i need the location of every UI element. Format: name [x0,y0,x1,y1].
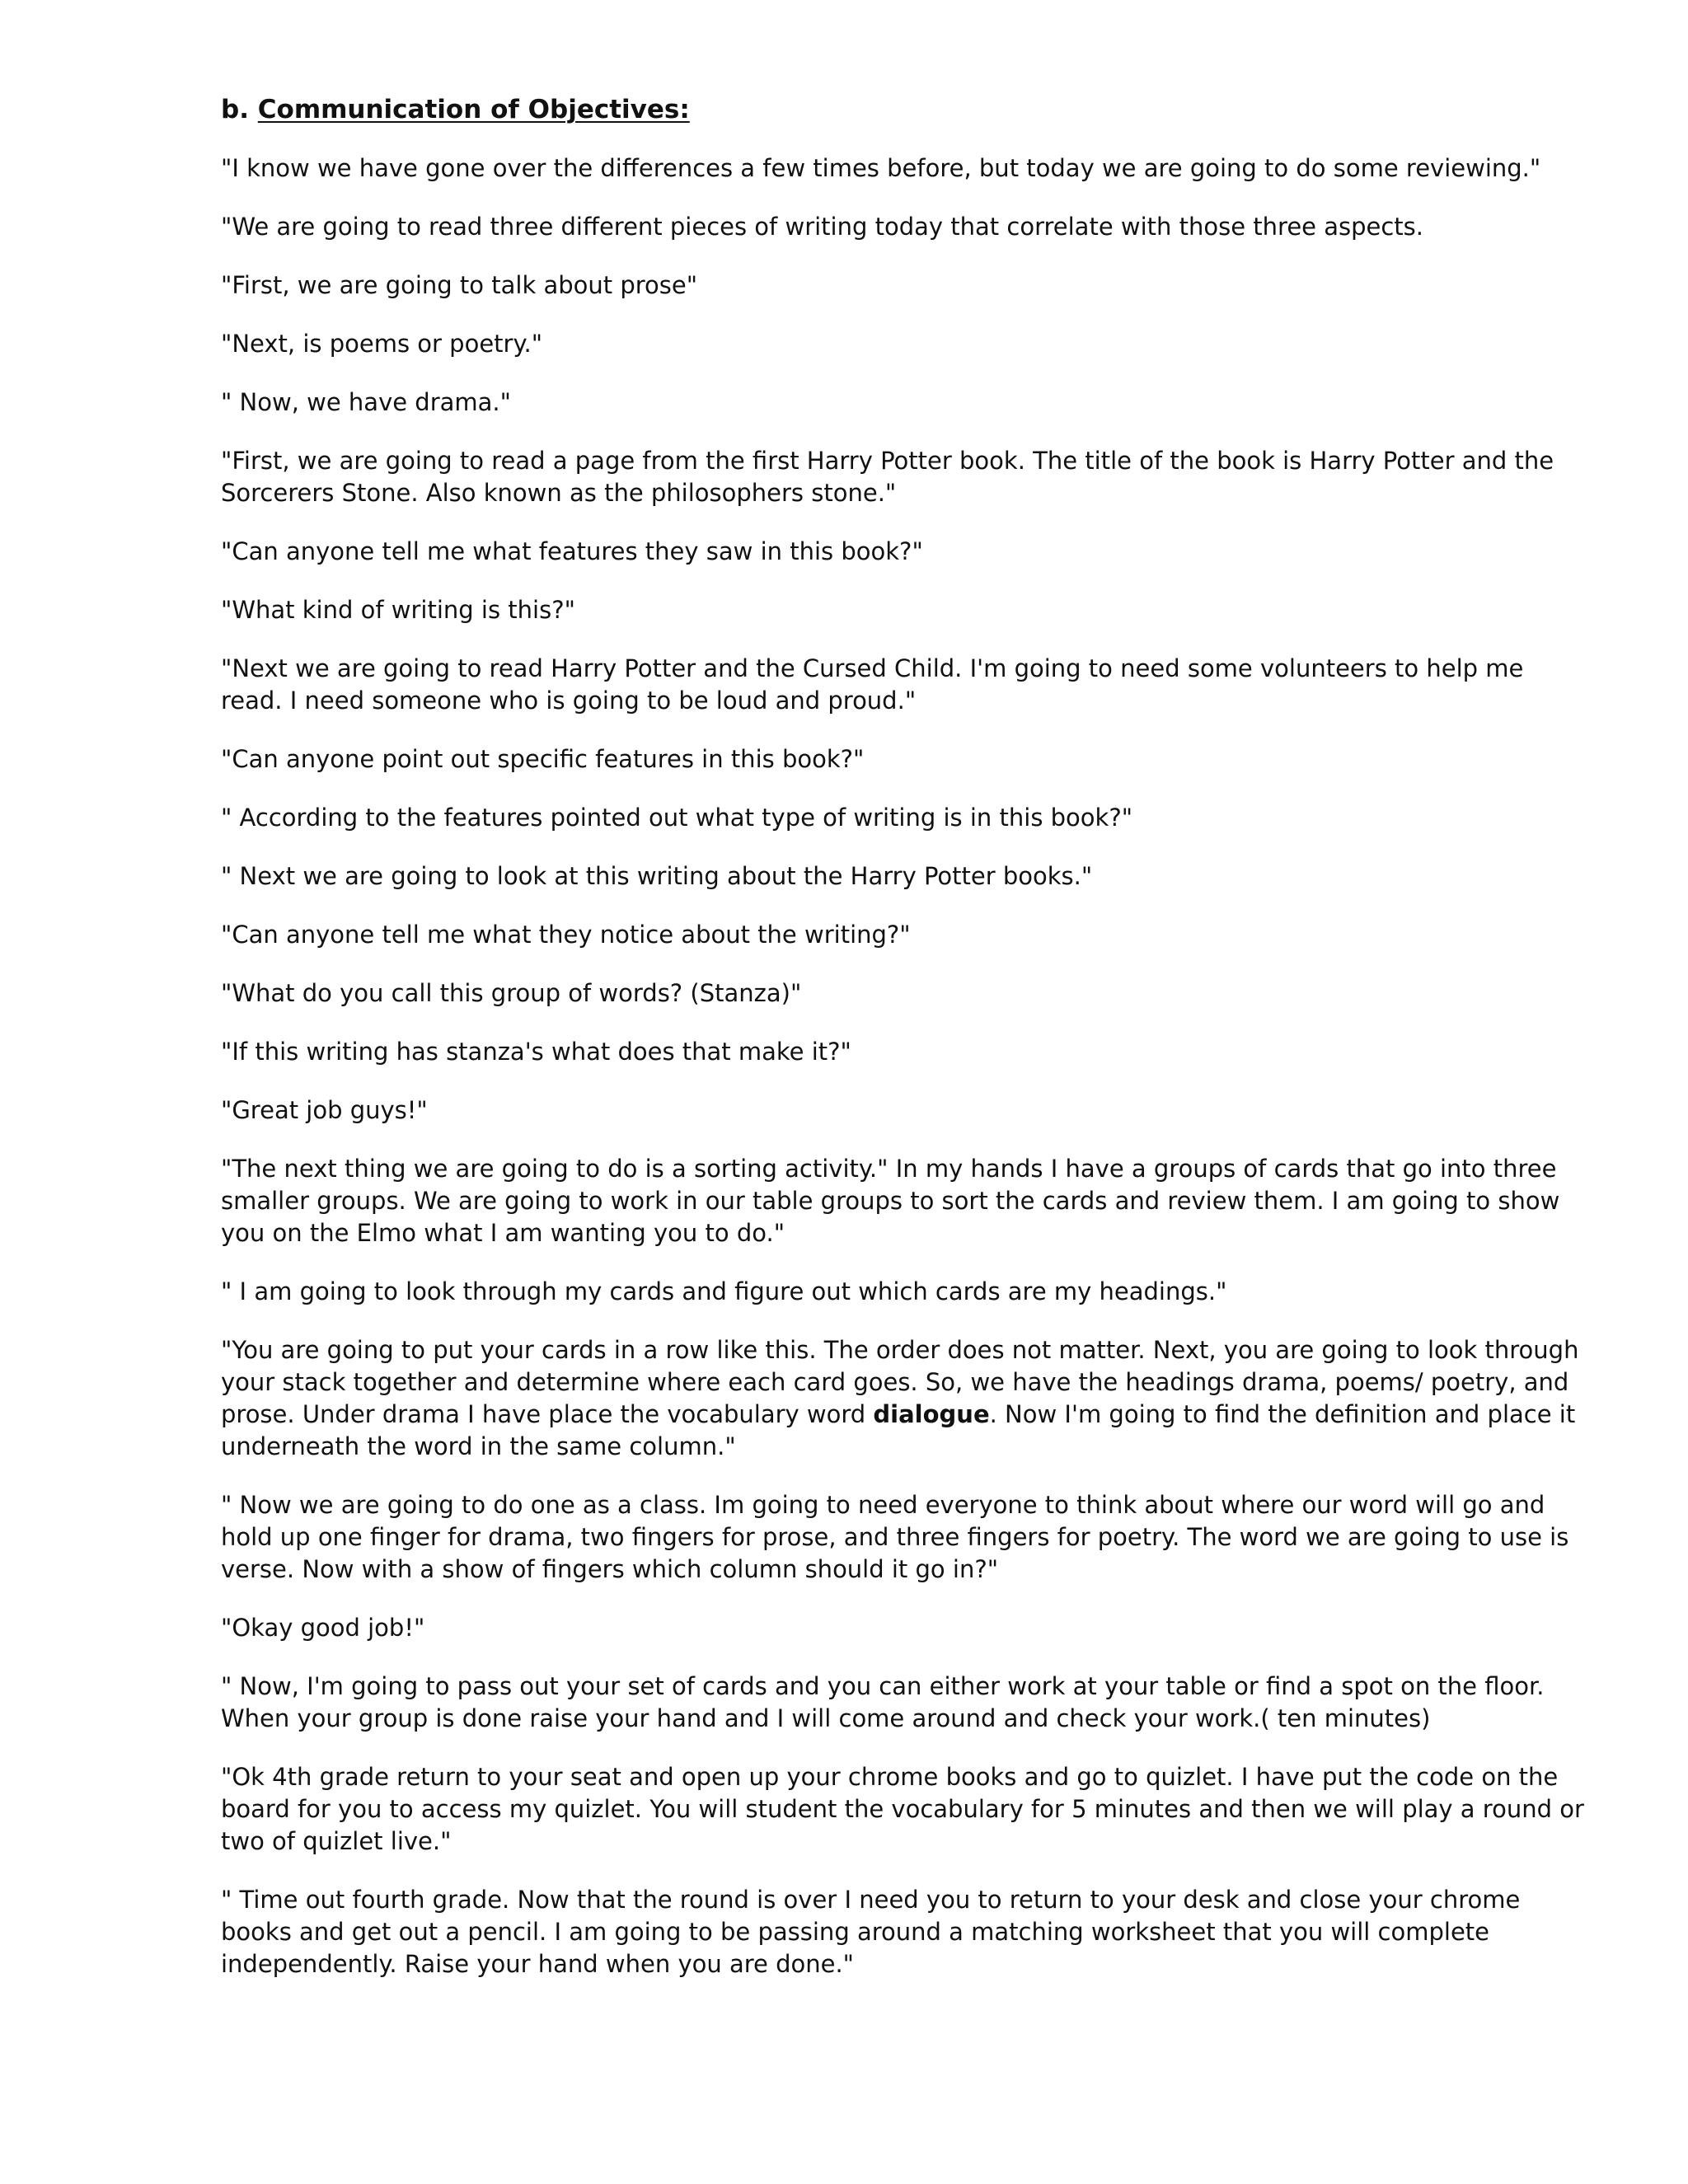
paragraph-text-before: "You are going to put your cards in a row like this. The order does not matter. Next, you are going to look through your stack together and determine where each card goes. So, we have the headings drama, poems/ poetry, and prose. Under drama I have place the vocabulary word [221,1336,1579,1428]
section-heading [221,94,1589,126]
section-title: Communication of Objectives: [257,95,690,124]
paragraph: " Now, I'm going to pass out your set of cards and you can either work at your table or find a spot on the floor. When your group is done raise your hand and I will come around and check your work.( ten minutes) [221,1672,1545,1732]
paragraph: " Now, we have drama." [221,388,511,416]
paragraph: "Can anyone point out specific features in this book?" [221,745,865,773]
bold-vocabulary-term: dialogue [873,1400,990,1428]
paragraph: " Next we are going to look at this writing about the Harry Potter books." [221,862,1093,890]
section-prefix: b. [221,95,249,124]
paragraph: "What do you call this group of words? (Stanza)" [221,979,802,1007]
paragraph: "The next thing we are going to do is a sorting activity." In my hands I have a groups of cards that go into three smaller groups. We are going to work in our table groups to sort the cards and review them. I am going to show you on the Elmo what I am wanting you to do." [221,1155,1560,1247]
paragraph: "We are going to read three different pieces of writing today that correlate with those three aspects. [221,213,1423,241]
paragraph: "Great job guys!" [221,1096,428,1124]
paragraph: "What kind of writing is this?" [221,596,575,624]
paragraph: " Time out fourth grade. Now that the round is over I need you to return to your desk and close your chrome books and get out a pencil. I am going to be passing around a matching worksheet that you will complete independently. Raise your hand when you are done." [221,1886,1521,1978]
document-body [221,94,1589,2007]
paragraph: "Next, is poems or poetry." [221,330,543,358]
paragraph: " I am going to look through my cards and figure out which cards are my headings." [221,1277,1227,1305]
paragraph: "First, we are going to talk about prose" [221,271,698,299]
paragraph-text-after: . Now I'm going to find the definition and place it underneath the word in the same column." [221,1400,1576,1460]
paragraph: "Okay good job!" [221,1614,425,1642]
paragraph: "Can anyone tell me what they notice about the writing?" [221,921,911,949]
paragraph: "Ok 4th grade return to your seat and open up your chrome books and go to quizlet. I have put the code on the board for you to access my quizlet. You will student the vocabulary for 5 minutes and then we will play a round or two of quizlet live." [221,1763,1584,1855]
paragraph: " According to the features pointed out what type of writing is in this book?" [221,804,1133,832]
paragraph: "Next we are going to read Harry Potter and the Cursed Child. I'm going to need some volunteers to help me read. I need someone who is going to be loud and proud." [221,654,1524,715]
paragraph: "I know we have gone over the differences a few times before, but today we are going to do some reviewing." [221,154,1541,182]
paragraph: " Now we are going to do one as a class. Im going to need everyone to think about where our word will go and hold up one finger for drama, two fingers for prose, and three fingers for poetry. The word we are going to use is verse. Now with a show of fingers which column should it go in?" [221,1491,1569,1583]
paragraph: "If this writing has stanza's what does that make it?" [221,1038,851,1066]
paragraph: "Can anyone tell me what features they saw in this book?" [221,537,923,565]
paragraph-with-bold-term [221,1334,1589,1463]
paragraph: "First, we are going to read a page from the first Harry Potter book. The title of the book is Harry Potter and the Sorcerers Stone. Also known as the philosophers stone." [221,447,1554,507]
